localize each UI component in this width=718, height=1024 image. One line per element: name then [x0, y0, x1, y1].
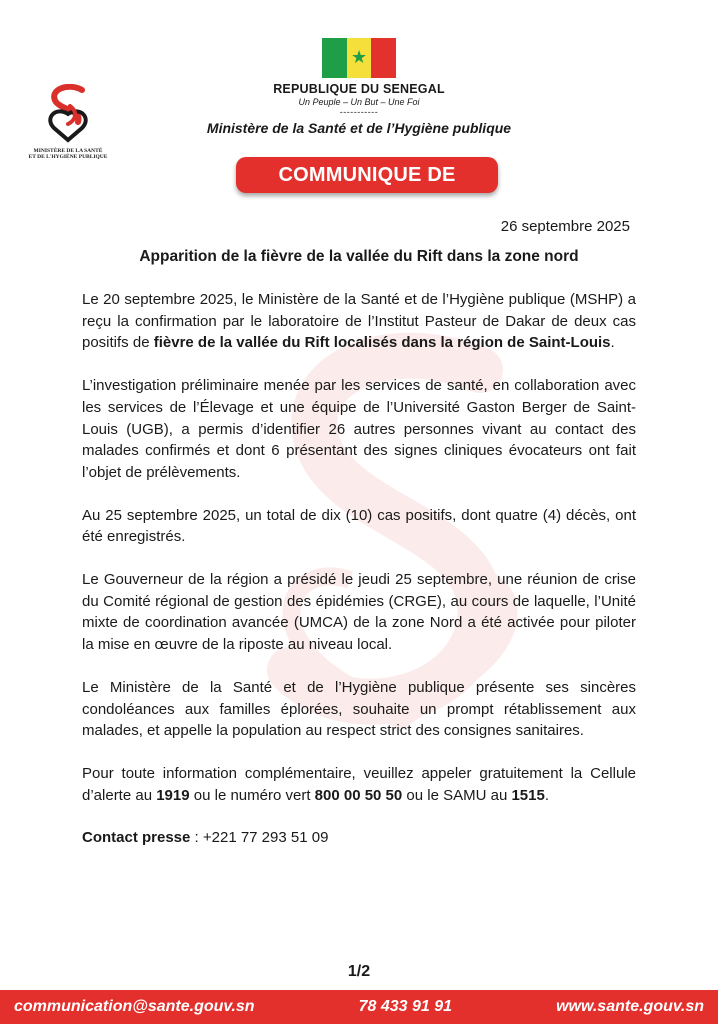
alert-number: 1919: [156, 786, 190, 804]
footer-website[interactable]: www.sante.gouv.sn: [556, 998, 704, 1015]
logo-caption-line2: ET DE L'HYGIÈNE PUBLIQUE: [28, 154, 108, 160]
ministry-name: Ministère de la Santé et de l’Hygiène publique: [206, 120, 512, 136]
paragraph-1-emphasis: fièvre de la vallée du Rift localisés dans la région de Saint-Louis: [153, 334, 611, 352]
press-contact-label: Contact presse: [82, 829, 191, 847]
press-contact-phone: : +221 77 293 51 09: [190, 829, 329, 847]
logo-caption-line1: MINISTÈRE DE LA SANTÉ: [33, 148, 103, 154]
ministry-logo-icon: [38, 84, 98, 146]
page-number: 1/2: [347, 963, 371, 980]
green-number: 800 00 50 50: [314, 786, 403, 804]
paragraph-6: [82, 763, 636, 806]
footer-email[interactable]: communication@sante.gouv.sn: [14, 998, 255, 1015]
paragraph-3: Au 25 septembre 2025, un total de dix (10) cas positifs, dont quatre (4) décès, ont été enregistrés.: [82, 506, 636, 546]
paragraph-1-end: .: [610, 334, 615, 352]
press-release-title: Apparition de la fièvre de la vallée du Rift dans la zone nord: [139, 248, 579, 265]
samu-number: 1515: [511, 786, 545, 804]
press-contact: [82, 827, 636, 849]
footer-phone[interactable]: 78 433 91 91: [358, 998, 453, 1015]
national-motto: Un Peuple – Un But – Une Foi: [298, 97, 420, 107]
paragraph-4: Le Gouverneur de la région a présidé le jeudi 25 septembre, une réunion de crise du Comité régional de gestion des épidémies (CRGE), au cours de laquelle, l’Unité mixte de coordination avancée (UMCA) de la zone Nord a été activée pour piloter la mise en œuvre de la riposte au niveau local.: [82, 571, 636, 654]
paragraph-6-text: Pour toute information complémentaire, veuillez appeler gratuitement la Cellule d’alerte au: [82, 764, 636, 804]
ministry-logo: [28, 84, 108, 174]
paragraph-2: L’investigation préliminaire menée par les services de santé, en collaboration avec les services de l’Élevage et une équipe de l’Université Gaston Berger de Saint-Louis (UGB), a permis d’identifier 26 autres personnes vivant au contact des malades confirmés et dont 6 présentant des signes cliniques évocateurs ont fait l’objet de prélèvements.: [82, 377, 636, 481]
paragraph-1: [82, 289, 636, 354]
paragraph-6-end: .: [544, 786, 550, 804]
press-release-body: [82, 289, 636, 870]
paragraph-1-text: Le 20 septembre 2025, le Ministère de la Santé et de l’Hygiène publique (MSHP) a reçu la confirmation par le laboratoire de l’Institut Pasteur de Dakar de deux cas positifs de: [82, 291, 636, 352]
header-separator: -----------: [339, 107, 379, 117]
footer-bar: [0, 990, 718, 1024]
press-release-badge: COMMUNIQUE DE PRESSE: [236, 157, 498, 193]
paragraph-5: Le Ministère de la Santé et de l’Hygiène publique présente ses sincères condoléances aux familles éplorées, souhaite un prompt rétablissement aux malades, et appelle la population au respect strict des consignes sanitaires.: [82, 678, 636, 740]
country-name: REPUBLIQUE DU SENEGAL: [273, 82, 445, 96]
paragraph-6-text-3: ou le SAMU au: [402, 786, 512, 804]
senegal-flag-icon: ★: [322, 38, 396, 78]
paragraph-6-text-2: ou le numéro vert: [189, 786, 315, 804]
release-date: 26 septembre 2025: [500, 218, 630, 235]
